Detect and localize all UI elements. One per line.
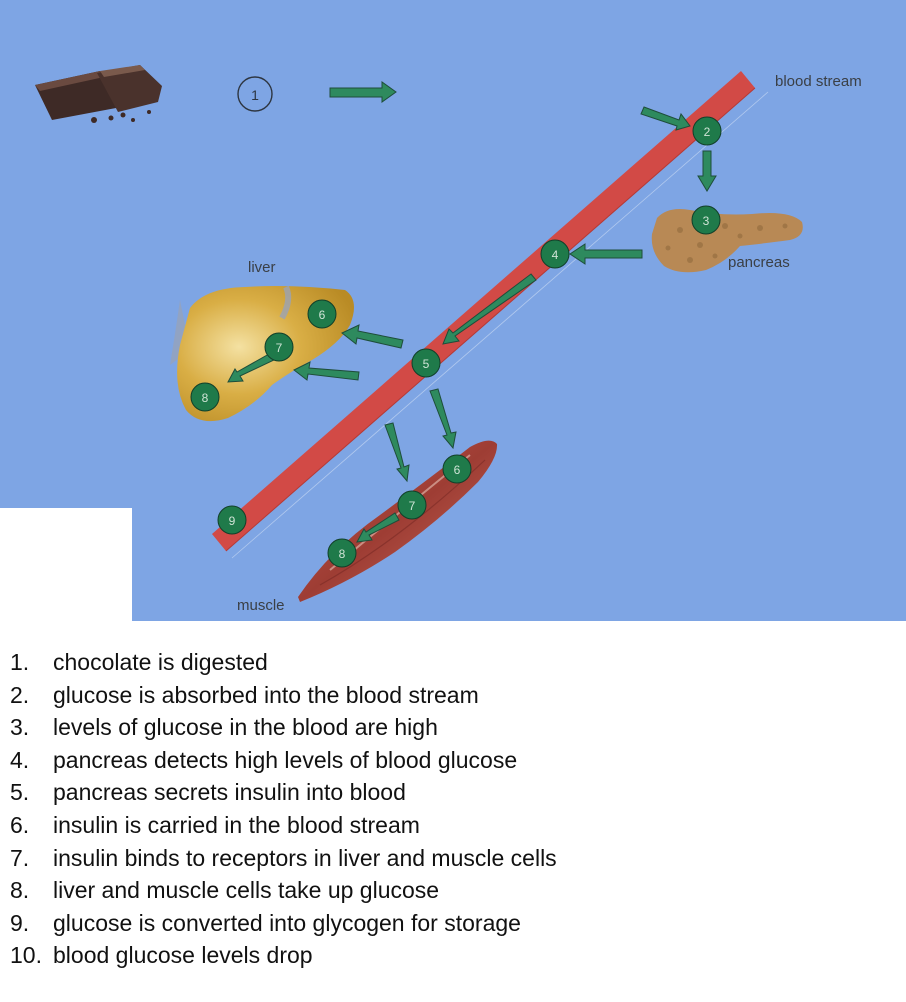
list-item [10, 907, 557, 940]
step-text: insulin is carried in the blood stream [53, 811, 420, 838]
step-marker-3 [692, 206, 720, 234]
list-item [10, 809, 557, 842]
step-number: 4. [10, 746, 30, 773]
marker-label: 3 [702, 214, 710, 228]
marker-label: 1 [251, 87, 259, 103]
list-item [10, 711, 557, 744]
step-text: insulin binds to receptors in liver and muscle cells [53, 844, 557, 871]
marker-label: 8 [201, 391, 209, 405]
step-number: 2. [10, 681, 30, 708]
pancreas-label: pancreas [728, 254, 790, 271]
step-text: pancreas detects high levels of blood glucose [53, 746, 518, 773]
list-item [10, 646, 557, 679]
step-number: 10. [10, 942, 42, 969]
list-item [10, 842, 557, 875]
step-number: 8. [10, 877, 30, 904]
marker-label: 7 [275, 341, 283, 355]
marker-label: 4 [551, 248, 559, 262]
list-item [10, 939, 557, 972]
step-marker-8-muscle [328, 539, 356, 567]
step-text: blood glucose levels drop [53, 942, 313, 969]
step-number: 7. [10, 844, 30, 871]
marker-label: 5 [422, 357, 430, 371]
step-number: 5. [10, 779, 30, 806]
step-number: 9. [10, 909, 30, 936]
step-text: pancreas secrets insulin into blood [53, 779, 406, 806]
marker-label: 6 [453, 463, 461, 477]
step-marker-6-muscle [443, 455, 471, 483]
blood-stream-label: blood stream [775, 73, 862, 90]
step-number: 1. [10, 649, 30, 675]
step-marker-7-muscle [398, 491, 426, 519]
step-marker-5 [412, 349, 440, 377]
marker-label: 6 [318, 308, 326, 322]
step-marker-4 [541, 240, 569, 268]
list-item [10, 874, 557, 907]
step-marker-2 [693, 117, 721, 145]
step-marker-6-liver [308, 300, 336, 328]
steps-list [10, 646, 557, 972]
liver-label: liver [248, 259, 276, 276]
step-text: levels of glucose in the blood are high [53, 714, 438, 741]
list-item [10, 744, 557, 777]
marker-label: 9 [228, 514, 236, 528]
marker-label: 7 [408, 499, 416, 513]
step-marker-9 [218, 506, 246, 534]
muscle-label: muscle [237, 597, 285, 614]
list-item [10, 679, 557, 712]
list-item [10, 776, 557, 809]
marker-label: 8 [338, 547, 346, 561]
step-marker-7-liver [265, 333, 293, 361]
step-text: glucose is absorbed into the blood stream [53, 681, 479, 708]
step-marker-8-liver [191, 383, 219, 411]
step-text: liver and muscle cells take up glucose [53, 877, 440, 904]
step-text: chocolate is digested [53, 649, 268, 675]
step-number: 6. [10, 811, 30, 838]
step-text: glucose is converted into glycogen for storage [53, 909, 521, 936]
marker-label: 2 [703, 125, 711, 139]
step-number: 3. [10, 714, 30, 741]
